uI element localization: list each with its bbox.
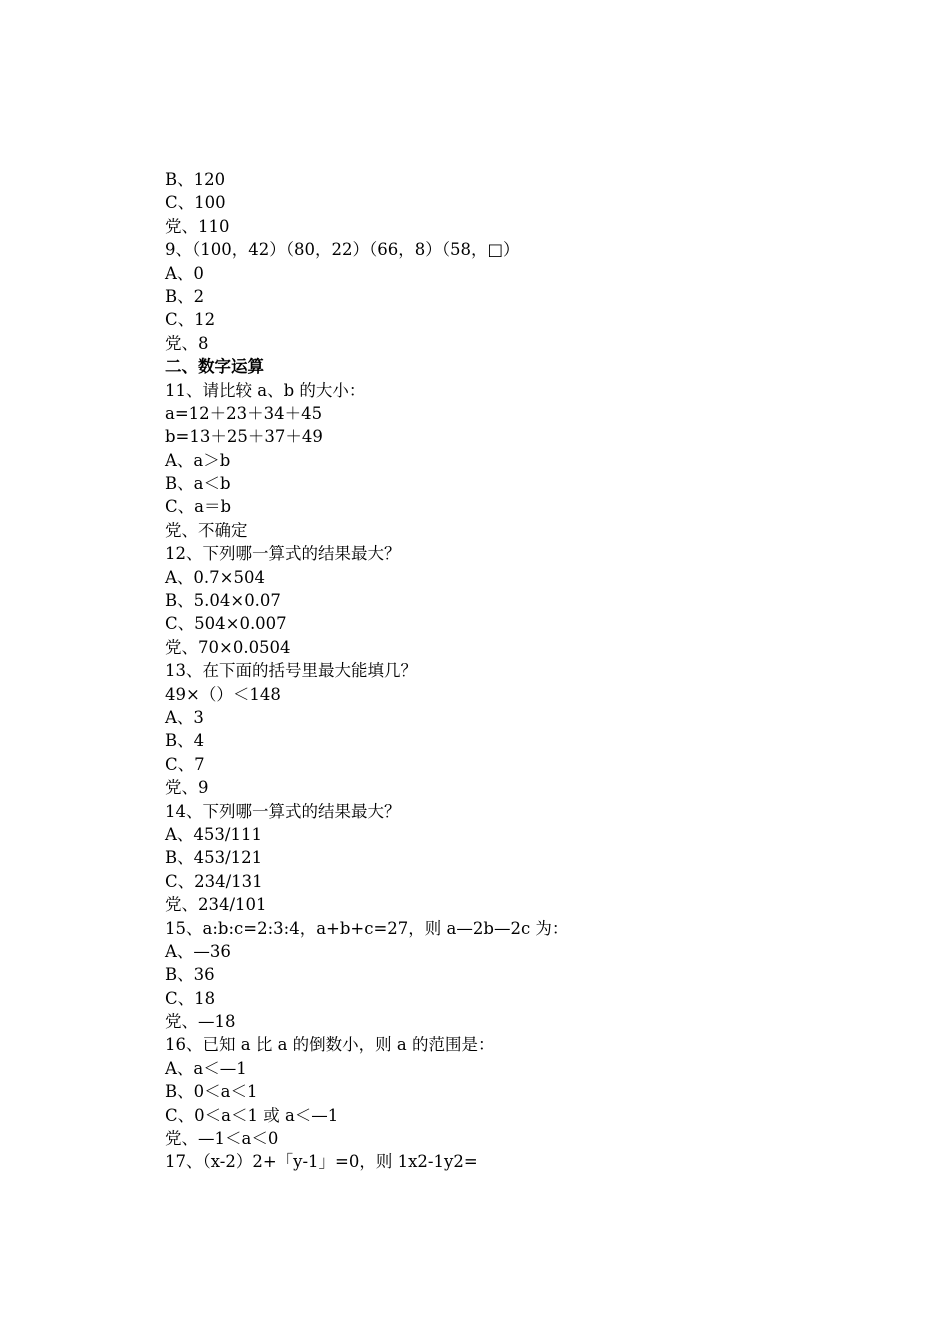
option-line: C、a＝b [165,497,232,517]
option-line: A、3 [165,707,204,727]
option-line: B、120 [165,170,226,189]
option-line: C、18 [165,988,216,1008]
question-line: 17、（x-2）2+「y-1」=0，则 1x2-1y2= [165,1152,478,1172]
option-line: 党、234/101 [165,895,267,915]
option-line: 党、110 [165,216,230,236]
text-line: 49×（）＜148 [165,684,281,704]
option-line: B、36 [165,965,215,985]
question-line: 15、a:b:c=2:3:4，a+b+c=27，则 a—2b—2c 为： [165,918,569,938]
option-line: C、100 [165,193,226,213]
document-content [165,168,865,1174]
option-line: A、—36 [165,941,231,961]
option-line: A、0.7×504 [165,567,265,587]
option-line: 党、—1＜a＜0 [165,1129,279,1149]
option-line: A、453/111 [165,824,262,844]
question-line: 11、请比较 a、b 的大小： [165,380,366,400]
option-line: A、0 [165,263,204,283]
section-heading: 二、数字运算 [165,357,264,377]
question-line: 9、（100，42）（80，22）（66，8）（58，□） [165,240,520,260]
option-line: B、a＜b [165,474,231,494]
option-line: 党、9 [165,778,209,798]
option-line: A、a＜—1 [165,1058,247,1078]
option-line: C、504×0.007 [165,614,287,634]
option-line: C、7 [165,754,205,774]
option-line: C、0＜a＜1 或 a＜—1 [165,1105,339,1125]
option-line: 党、8 [165,333,209,353]
option-line: B、0＜a＜1 [165,1082,258,1102]
question-line: 16、已知 a 比 a 的倒数小，则 a 的范围是： [165,1035,495,1055]
question-line: 12、下列哪一算式的结果最大？ [165,544,401,564]
text-line: a=12＋23＋34＋45 [165,403,323,423]
question-line: 13、在下面的括号里最大能填几？ [165,661,417,681]
text-line: b=13＋25＋37＋49 [165,427,323,447]
option-line: A、a＞b [165,450,231,470]
option-line: B、4 [165,731,205,751]
option-line: 党、不确定 [165,520,248,540]
option-line: B、453/121 [165,848,263,868]
option-line: B、2 [165,286,205,306]
option-line: C、12 [165,310,216,330]
option-line: C、234/131 [165,871,263,891]
option-line: B、5.04×0.07 [165,591,281,611]
question-line: 14、下列哪一算式的结果最大？ [165,801,401,821]
option-line: 党、—18 [165,1012,236,1032]
option-line: 党、70×0.0504 [165,637,291,657]
